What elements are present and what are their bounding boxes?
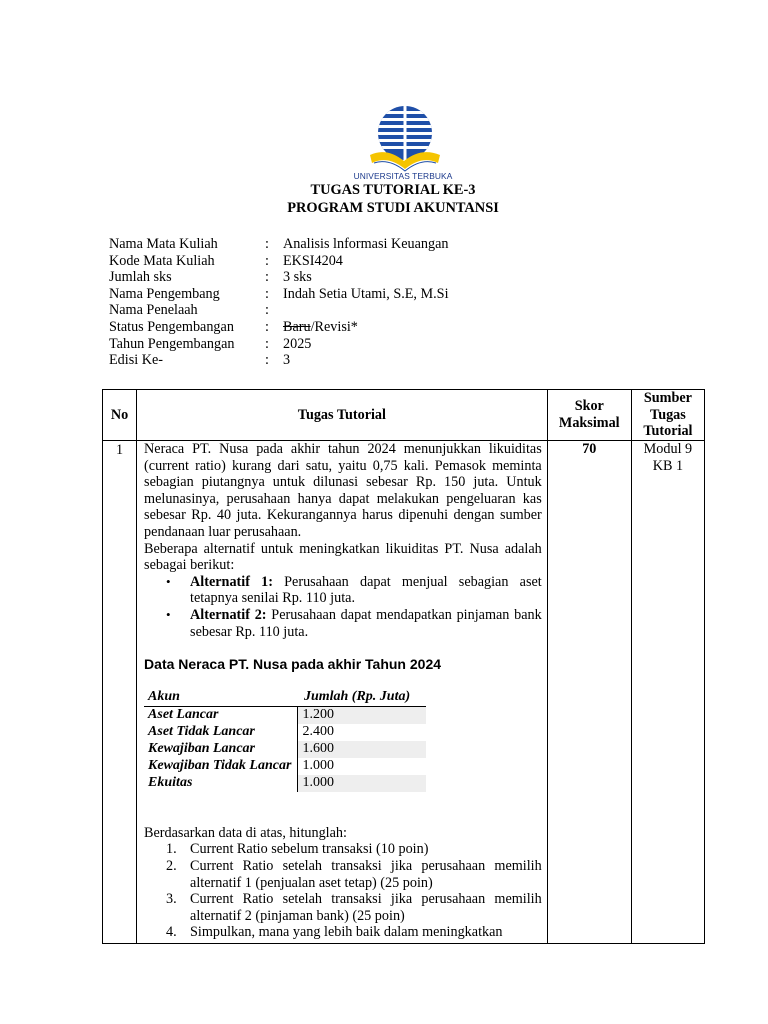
info-label: Jumlah sks: [109, 269, 172, 286]
score-cell: 70: [547, 441, 631, 944]
question-number: 2.: [166, 857, 177, 874]
table-row: [144, 724, 426, 741]
info-row: [109, 286, 609, 303]
info-label: Kode Mata Kuliah: [109, 252, 215, 269]
question-number: 1.: [166, 841, 177, 858]
jumlah-cell: 1.000: [298, 775, 427, 792]
colon: :: [265, 269, 269, 286]
question-text: Current Ratio sebelum transaksi (10 poin): [190, 841, 429, 858]
info-label: Status Pengembangan: [109, 318, 234, 335]
info-label: Nama Mata Kuliah: [109, 236, 218, 252]
info-row: [109, 236, 609, 253]
jumlah-cell: 2.400: [302, 723, 334, 739]
question-text: Simpulkan, mana yang lebih baik dalam meningkatkan: [190, 924, 503, 941]
questions-list: [144, 841, 542, 941]
task-cell: [137, 441, 548, 944]
colon: :: [265, 285, 269, 302]
info-value: 3: [283, 352, 291, 369]
info-label: Nama Penelaah: [109, 302, 198, 319]
alternative-label: Alternatif 1:: [190, 573, 273, 590]
balance-sheet-table: [144, 689, 426, 792]
info-row: [109, 253, 609, 270]
info-value: 3 sks: [283, 269, 312, 286]
struck-status: Baru: [283, 318, 311, 335]
question-text: Current Ratio setelah transaksi jika perusahaan memilih alternatif 2 (pinjaman bank) (25 poin): [190, 891, 542, 924]
info-label: Nama Pengembang: [109, 285, 220, 302]
header-sumber: Sumber Tugas Tutorial: [631, 390, 704, 441]
status-value: /Revisi*: [310, 318, 358, 335]
alternative-text: Perusahaan dapat mendapatkan pinjaman bank sebesar Rp. 110 juta.: [190, 606, 542, 640]
list-item: [166, 857, 542, 891]
info-label: Edisi Ke-: [109, 352, 163, 369]
data-header-row: [144, 689, 426, 707]
row-number: 1: [115, 442, 124, 458]
document-title: TUGAS TUTORIAL KE-3: [310, 182, 476, 198]
info-row: [109, 352, 609, 369]
colon: :: [265, 318, 269, 335]
task-content: [137, 441, 547, 943]
info-value: Analisis lnformasi Keuangan: [283, 236, 449, 252]
row-number-cell: [103, 441, 137, 944]
alternatives-list: [144, 574, 542, 640]
info-row: [109, 319, 609, 336]
info-value: 2025: [283, 335, 312, 352]
header-no: No: [103, 390, 137, 441]
task-intro: Neraca PT. Nusa pada akhir tahun 2024 menunjukkan likuiditas (current ratio) kurang dari satu, yaitu 0,75 kali. Pemasok meminta sebagian piutangnya untuk dilunasi sebesar Rp. 150 juta. Untuk melunasinya, perusahaan hanya dapat melakukan pengeluaran kas sebesar Rp. 40 juta. Kekurangannya harus dipenuhi dengan sumber pendanaan luar perusahaan.: [144, 441, 542, 540]
source-cell: [631, 441, 704, 944]
list-item: [166, 891, 542, 924]
info-row: [109, 302, 609, 319]
info-label: Tahun Pengembangan: [109, 335, 235, 352]
header-tugas: Tugas Tutorial: [137, 390, 548, 441]
course-info: [109, 236, 609, 369]
table-row: [144, 741, 426, 758]
source-kb: KB 1: [652, 457, 684, 474]
tutorial-table: [102, 389, 705, 944]
akun-cell: Aset Lancar: [144, 706, 298, 724]
colon: :: [265, 302, 269, 319]
akun-cell: Kewajiban Lancar: [144, 741, 298, 758]
program-title: PROGRAM STUDI AKUNTANSI: [287, 200, 499, 216]
akun-cell: Kewajiban Tidak Lancar: [144, 758, 298, 775]
header-skor: Skor Maksimal: [547, 390, 631, 441]
jumlah-cell: 1.000: [302, 757, 334, 773]
logo-caption: UNIVERSITAS TERBUKA: [353, 171, 453, 181]
table-row: [144, 758, 426, 775]
colon: :: [265, 252, 269, 269]
alternatives-intro: Beberapa alternatif untuk meningkatkan likuiditas PT. Nusa adalah sebagai berikut:: [144, 540, 542, 574]
question-number: 4.: [166, 924, 177, 941]
info-row: [109, 269, 609, 286]
table-header-row: [103, 390, 705, 441]
akun-cell: Ekuitas: [144, 775, 298, 792]
colon: :: [265, 352, 269, 369]
alternative-text: Perusahaan dapat menjual sebagian aset tetapnya senilai Rp. 110 juta.: [190, 573, 542, 607]
list-item: [166, 924, 542, 941]
question-number: 3.: [166, 891, 177, 908]
table-row: [103, 441, 705, 944]
akun-cell: Aset Tidak Lancar: [144, 724, 298, 741]
list-item: [190, 607, 542, 640]
alternative-label: Alternatif 2:: [190, 606, 267, 623]
colon: :: [265, 236, 269, 252]
question-intro: Berdasarkan data di atas, hitunglah:: [144, 824, 347, 841]
table-row: [144, 775, 426, 792]
jumlah-cell: 1.200: [298, 706, 427, 724]
list-item: [166, 841, 542, 858]
question-text: Current Ratio setelah transaksi jika perusahaan memilih alternatif 1 (penjualan aset tetap) (25 poin): [190, 857, 542, 891]
colon: :: [265, 335, 269, 352]
jumlah-header: Jumlah (Rp. Juta): [298, 689, 427, 707]
list-item: [190, 574, 542, 607]
info-value: EKSI4204: [283, 252, 343, 269]
akun-header: Akun: [144, 689, 298, 707]
source-module: Modul 9: [643, 441, 693, 457]
data-section-title: Data Neraca PT. Nusa pada akhir Tahun 2024: [144, 656, 442, 673]
table-row: [144, 706, 426, 724]
info-value: Indah Setia Utami, S.E, M.Si: [283, 285, 449, 302]
jumlah-cell: 1.600: [298, 741, 427, 758]
info-value: [283, 319, 358, 336]
info-row: [109, 336, 609, 353]
